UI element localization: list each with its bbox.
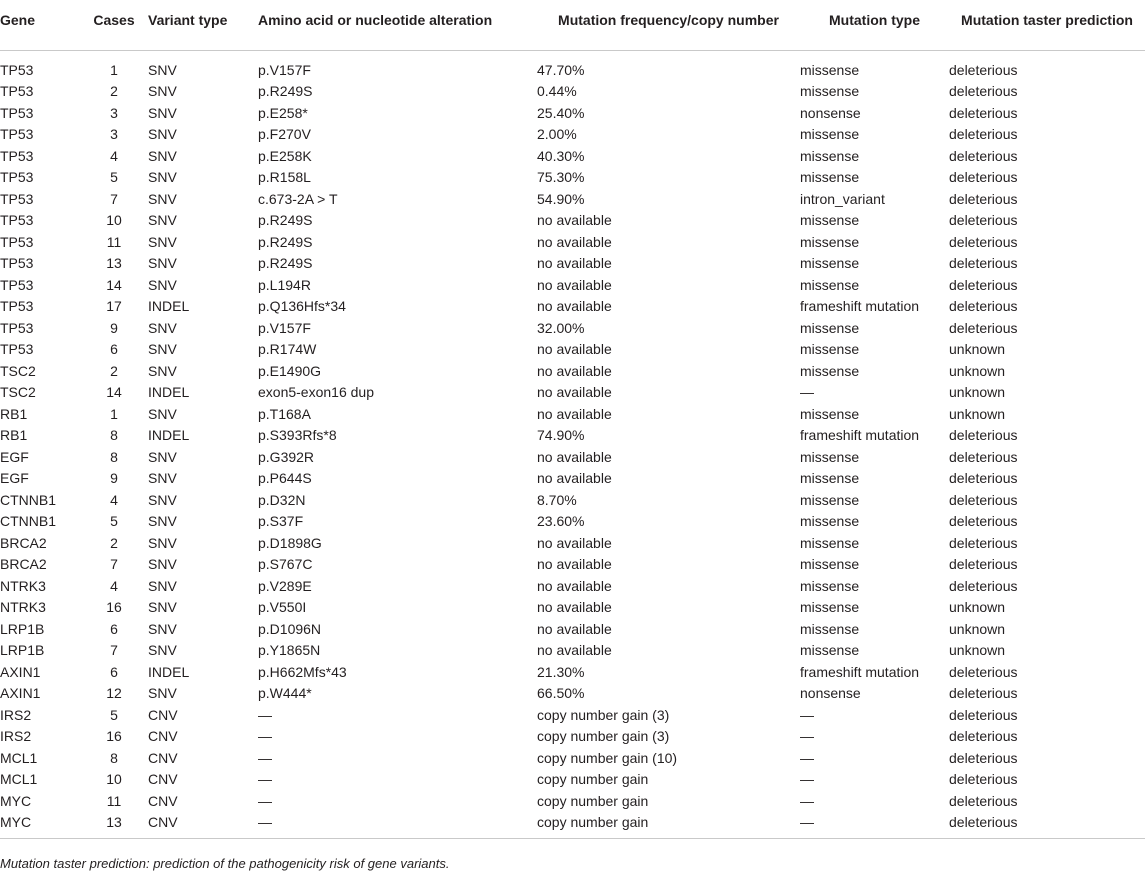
cell-variant-type: CNV <box>148 812 258 838</box>
table-row <box>0 662 1145 684</box>
cell-prediction: deleterious <box>949 556 1018 572</box>
cell-prediction: deleterious <box>949 749 1018 766</box>
cell-variant-type: SNV <box>148 577 177 594</box>
cell-prediction: deleterious <box>949 470 1018 486</box>
cell-cases: 5 <box>110 169 118 185</box>
cell-cases: 8 <box>110 448 118 465</box>
cell-variant-type: SNV <box>148 599 177 615</box>
cell-frequency: no available <box>537 362 612 379</box>
cell-frequency: 54.90% <box>537 190 585 207</box>
table-row <box>0 339 1145 361</box>
table-row <box>0 404 1145 426</box>
cell-frequency: 2.00% <box>537 126 577 142</box>
cell-variant-type: SNV <box>148 212 177 228</box>
cell-gene: RB1 <box>0 405 28 422</box>
cell-variant-type: SNV <box>148 341 177 357</box>
cell-cases: 6 <box>110 341 118 357</box>
table-row <box>0 81 1145 103</box>
cell-cases: 1 <box>110 405 118 422</box>
cell-prediction: deleterious <box>949 577 1018 594</box>
cell-mutation-type: — <box>800 706 814 723</box>
cell-prediction: deleterious <box>949 427 1018 443</box>
cell-cases: 8 <box>110 749 118 766</box>
cell-cases: 5 <box>110 706 118 723</box>
cell-mutation-type: missense <box>800 319 860 336</box>
cell-cases: 2 <box>110 362 118 379</box>
cell-gene: TP53 <box>0 126 34 142</box>
cell-gene: AXIN1 <box>0 663 41 680</box>
table-row <box>0 812 1145 838</box>
cell-frequency: no available <box>537 577 612 594</box>
cell-cases: 14 <box>106 276 122 293</box>
cell-gene: TP53 <box>0 61 34 78</box>
cell-frequency: no available <box>537 384 612 400</box>
cell-variant-type: SNV <box>148 362 177 379</box>
cell-alteration: — <box>258 749 272 766</box>
cell-prediction: deleterious <box>949 319 1018 336</box>
cell-variant-type: CNV <box>148 792 178 809</box>
cell-mutation-type: missense <box>800 83 860 99</box>
cell-cases: 6 <box>110 620 118 637</box>
cell-cases: 3 <box>110 104 118 121</box>
table-row <box>0 275 1145 297</box>
cell-gene: MYC <box>0 812 80 838</box>
table-row <box>0 447 1145 469</box>
cell-alteration: p.D32N <box>258 491 306 508</box>
cell-alteration: — <box>258 728 272 744</box>
cell-gene: CTNNB1 <box>0 513 57 529</box>
cell-mutation-type: missense <box>800 341 860 357</box>
cell-variant-type: SNV <box>148 276 177 293</box>
cell-prediction: deleterious <box>949 169 1018 185</box>
cell-variant-type: SNV <box>148 319 177 336</box>
cell-variant-type: SNV <box>148 642 177 658</box>
table-row <box>0 619 1145 641</box>
table-row <box>0 232 1145 254</box>
cell-variant-type: SNV <box>148 169 177 185</box>
header-gene: Gene <box>0 0 80 50</box>
cell-variant-type: SNV <box>148 620 177 637</box>
cell-cases: 9 <box>110 470 118 486</box>
cell-gene: NTRK3 <box>0 577 46 594</box>
cell-gene: LRP1B <box>0 642 45 658</box>
cell-frequency: no available <box>537 255 612 271</box>
cell-alteration: p.R249S <box>258 255 313 271</box>
cell-prediction: deleterious <box>949 685 1018 701</box>
cell-mutation-type: missense <box>800 169 860 185</box>
cell-frequency: copy number gain <box>537 812 800 838</box>
cell-cases: 4 <box>110 491 118 508</box>
cell-cases: 1 <box>110 61 118 78</box>
cell-alteration: p.G392R <box>258 448 315 465</box>
cell-variant-type: SNV <box>148 534 177 551</box>
cell-variant-type: SNV <box>148 491 177 508</box>
cell-alteration: p.W444* <box>258 685 312 701</box>
cell-prediction: unknown <box>949 405 1006 422</box>
cell-mutation-type: nonsense <box>800 685 861 701</box>
cell-mutation-type: frameshift mutation <box>800 427 920 443</box>
cell-frequency: no available <box>537 448 612 465</box>
cell-alteration: p.E258K <box>258 147 312 164</box>
cell-gene: TP53 <box>0 147 34 164</box>
cell-frequency: 74.90% <box>537 427 585 443</box>
cell-mutation-type: missense <box>800 534 860 551</box>
cell-variant-type: SNV <box>148 448 177 465</box>
cell-frequency: 25.40% <box>537 104 585 121</box>
cell-mutation-type: missense <box>800 276 860 293</box>
cell-mutation-type: intron_variant <box>800 190 885 207</box>
cell-alteration: p.S393Rfs*8 <box>258 427 337 443</box>
cell-mutation-type: missense <box>800 556 860 572</box>
cell-mutation-type: missense <box>800 61 860 78</box>
cell-frequency: copy number gain <box>537 771 649 787</box>
table-row <box>0 468 1145 490</box>
cell-frequency: no available <box>537 620 612 637</box>
table-row <box>0 382 1145 404</box>
cell-mutation-type: missense <box>800 362 860 379</box>
cell-variant-type: SNV <box>148 233 177 250</box>
header-mutation-type: Mutation type <box>800 0 949 50</box>
cell-cases: 12 <box>106 685 122 701</box>
cell-alteration: p.D1096N <box>258 620 322 637</box>
cell-gene: BRCA2 <box>0 534 47 551</box>
cell-alteration: — <box>258 812 537 838</box>
cell-variant-type: INDEL <box>148 298 190 314</box>
cell-cases: 7 <box>110 642 118 658</box>
cell-cases: 16 <box>106 728 122 744</box>
cell-prediction: deleterious <box>949 792 1018 809</box>
table-row <box>0 769 1145 791</box>
cell-variant-type: SNV <box>148 83 177 99</box>
cell-frequency: no available <box>537 405 612 422</box>
table-row <box>0 124 1145 146</box>
header-prediction: Mutation taster prediction <box>949 0 1145 50</box>
cell-frequency: no available <box>537 599 612 615</box>
table-row <box>0 103 1145 125</box>
cell-alteration: p.T168A <box>258 405 311 422</box>
cell-variant-type: SNV <box>148 255 177 271</box>
cell-frequency: no available <box>537 298 612 314</box>
cell-mutation-type: missense <box>800 620 860 637</box>
cell-gene: IRS2 <box>0 728 32 744</box>
table-row <box>0 210 1145 232</box>
table-row <box>0 597 1145 619</box>
cell-alteration: — <box>258 792 272 809</box>
cell-prediction: deleterious <box>949 663 1018 680</box>
cell-variant-type: SNV <box>148 190 177 207</box>
cell-gene: TP53 <box>0 83 34 99</box>
table-row <box>0 146 1145 168</box>
cell-mutation-type: — <box>800 728 814 744</box>
cell-mutation-type: — <box>800 749 814 766</box>
cell-frequency: 21.30% <box>537 663 585 680</box>
cell-mutation-type: frameshift mutation <box>800 298 920 314</box>
cell-gene: AXIN1 <box>0 685 41 701</box>
cell-alteration: p.L194R <box>258 276 311 293</box>
table-row <box>0 167 1145 189</box>
cell-frequency: 8.70% <box>537 491 577 508</box>
cell-variant-type: CNV <box>148 706 178 723</box>
cell-prediction: deleterious <box>949 513 1018 529</box>
table-header <box>0 0 1145 50</box>
cell-prediction: deleterious <box>949 812 1145 838</box>
header-variant-type: Variant type <box>148 0 258 50</box>
table-row <box>0 189 1145 211</box>
cell-mutation-type: missense <box>800 147 860 164</box>
cell-prediction: deleterious <box>949 298 1018 314</box>
cell-mutation-type: missense <box>800 513 860 529</box>
cell-frequency: no available <box>537 556 612 572</box>
cell-prediction: deleterious <box>949 706 1018 723</box>
cell-prediction: deleterious <box>949 491 1018 508</box>
cell-gene: CTNNB1 <box>0 491 57 508</box>
cell-gene: MYC <box>0 792 32 809</box>
cell-frequency: copy number gain (3) <box>537 706 670 723</box>
cell-alteration: — <box>258 706 272 723</box>
cell-cases: 9 <box>110 319 118 336</box>
cell-prediction: deleterious <box>949 212 1018 228</box>
cell-frequency: no available <box>537 534 612 551</box>
cell-gene: EGF <box>0 448 29 465</box>
cell-mutation-type: missense <box>800 255 860 271</box>
cell-mutation-type: — <box>800 792 814 809</box>
cell-cases: 14 <box>106 384 122 400</box>
cell-frequency: 0.44% <box>537 83 577 99</box>
cell-variant-type: INDEL <box>148 384 190 400</box>
cell-alteration: p.S37F <box>258 513 304 529</box>
cell-alteration: p.E1490G <box>258 362 322 379</box>
cell-alteration: — <box>258 771 272 787</box>
cell-mutation-type: — <box>800 384 814 400</box>
cell-alteration: p.V157F <box>258 319 311 336</box>
cell-frequency: no available <box>537 233 612 250</box>
cell-variant-type: SNV <box>148 61 177 78</box>
cell-variant-type: SNV <box>148 556 177 572</box>
table-row <box>0 60 1145 82</box>
cell-frequency: no available <box>537 470 612 486</box>
cell-frequency: copy number gain <box>537 792 649 809</box>
cell-alteration: p.R249S <box>258 233 313 250</box>
table-row <box>0 705 1145 727</box>
cell-mutation-type: missense <box>800 599 860 615</box>
cell-cases: 4 <box>110 147 118 164</box>
cell-frequency: no available <box>537 642 612 658</box>
cell-prediction: unknown <box>949 620 1006 637</box>
cell-alteration: p.P644S <box>258 470 312 486</box>
cell-mutation-type: nonsense <box>800 104 861 121</box>
cell-alteration: c.673-2A > T <box>258 190 338 207</box>
cell-alteration: p.V550I <box>258 599 307 615</box>
cell-frequency: copy number gain (10) <box>537 749 678 766</box>
table-row <box>0 533 1145 555</box>
cell-prediction: deleterious <box>949 104 1018 121</box>
cell-alteration: exon5-exon16 dup <box>258 384 374 400</box>
cell-alteration: p.Y1865N <box>258 642 321 658</box>
cell-mutation-type: missense <box>800 126 860 142</box>
cell-frequency: no available <box>537 341 612 357</box>
cell-alteration: p.S767C <box>258 556 313 572</box>
cell-gene: TP53 <box>0 169 34 185</box>
cell-prediction: unknown <box>949 599 1006 615</box>
table-row <box>0 791 1145 813</box>
table-row <box>0 425 1145 447</box>
table-row <box>0 726 1145 748</box>
cell-variant-type: CNV <box>148 749 178 766</box>
cell-mutation-type: missense <box>800 448 860 465</box>
cell-cases: 2 <box>110 83 118 99</box>
cell-variant-type: CNV <box>148 771 178 787</box>
cell-prediction: deleterious <box>949 126 1018 142</box>
table-row <box>0 640 1145 662</box>
cell-gene: TP53 <box>0 255 34 271</box>
cell-gene: MCL1 <box>0 749 38 766</box>
cell-cases: 10 <box>106 212 122 228</box>
cell-frequency: 47.70% <box>537 61 585 78</box>
cell-prediction: deleterious <box>949 771 1018 787</box>
cell-gene: EGF <box>0 470 29 486</box>
cell-alteration: p.R249S <box>258 83 313 99</box>
cell-mutation-type: missense <box>800 491 860 508</box>
cell-alteration: p.V157F <box>258 61 311 78</box>
cell-mutation-type: missense <box>800 212 860 228</box>
cell-cases: 5 <box>110 513 118 529</box>
cell-gene: TSC2 <box>0 362 36 379</box>
table-row <box>0 490 1145 512</box>
cell-variant-type: SNV <box>148 126 177 142</box>
cell-cases: 7 <box>110 190 118 207</box>
cell-mutation-type: frameshift mutation <box>800 663 920 680</box>
cell-gene: TP53 <box>0 341 34 357</box>
cell-prediction: deleterious <box>949 147 1018 164</box>
cell-frequency: 40.30% <box>537 147 585 164</box>
cell-gene: TP53 <box>0 319 34 336</box>
header-frequency: Mutation frequency/copy number <box>537 0 800 50</box>
table-row <box>0 253 1145 275</box>
cell-prediction: deleterious <box>949 255 1018 271</box>
cell-prediction: unknown <box>949 341 1006 357</box>
cell-prediction: deleterious <box>949 61 1018 78</box>
cell-prediction: unknown <box>949 384 1006 400</box>
cell-cases: 10 <box>106 771 122 787</box>
cell-mutation-type: missense <box>800 233 860 250</box>
cell-frequency: no available <box>537 276 612 293</box>
cell-gene: TP53 <box>0 233 34 250</box>
cell-mutation-type: missense <box>800 642 860 658</box>
cell-cases: 8 <box>110 427 118 443</box>
cell-mutation-type: missense <box>800 577 860 594</box>
cell-cases: 13 <box>80 812 148 838</box>
cell-alteration: p.D1898G <box>258 534 322 551</box>
cell-prediction: deleterious <box>949 190 1018 207</box>
cell-gene: TP53 <box>0 190 34 207</box>
cell-variant-type: SNV <box>148 470 177 486</box>
cell-cases: 7 <box>110 556 118 572</box>
cell-alteration: p.R174W <box>258 341 317 357</box>
cell-alteration: p.R249S <box>258 212 313 228</box>
cell-cases: 16 <box>106 599 122 615</box>
cell-mutation-type: missense <box>800 405 860 422</box>
table-footnote: Mutation taster prediction: prediction of the pathogenicity risk of gene variants. <box>0 856 450 871</box>
cell-variant-type: SNV <box>148 104 177 121</box>
cell-prediction: deleterious <box>949 83 1018 99</box>
header-alteration: Amino acid or nucleotide alteration <box>258 0 537 50</box>
cell-frequency: 23.60% <box>537 513 585 529</box>
cell-variant-type: SNV <box>148 405 177 422</box>
cell-alteration: p.V289E <box>258 577 312 594</box>
cell-variant-type: SNV <box>148 685 177 701</box>
cell-cases: 3 <box>110 126 118 142</box>
table-row <box>0 554 1145 576</box>
cell-gene: TSC2 <box>0 384 36 400</box>
table-row <box>0 318 1145 340</box>
table-body <box>0 50 1145 838</box>
cell-variant-type: SNV <box>148 513 177 529</box>
cell-gene: NTRK3 <box>0 599 46 615</box>
table-row <box>0 511 1145 533</box>
cell-frequency: 32.00% <box>537 319 585 336</box>
table-row <box>0 296 1145 318</box>
cell-frequency: copy number gain (3) <box>537 728 670 744</box>
cell-gene: TP53 <box>0 298 34 314</box>
cell-variant-type: CNV <box>148 728 178 744</box>
cell-cases: 4 <box>110 577 118 594</box>
table-row <box>0 361 1145 383</box>
cell-gene: MCL1 <box>0 771 38 787</box>
cell-variant-type: INDEL <box>148 663 190 680</box>
cell-gene: TP53 <box>0 104 34 121</box>
cell-mutation-type: — <box>800 771 814 787</box>
cell-alteration: p.H662Mfs*43 <box>258 663 347 680</box>
cell-frequency: 66.50% <box>537 685 585 701</box>
cell-mutation-type: — <box>800 812 949 838</box>
cell-alteration: p.F270V <box>258 126 311 142</box>
cell-gene: TP53 <box>0 276 34 293</box>
cell-cases: 17 <box>106 298 122 314</box>
header-cases: Cases <box>80 0 148 50</box>
cell-cases: 13 <box>106 255 122 271</box>
cell-prediction: deleterious <box>949 233 1018 250</box>
cell-cases: 11 <box>106 792 122 809</box>
table-row <box>0 748 1145 770</box>
cell-cases: 6 <box>110 663 118 680</box>
table-row <box>0 683 1145 705</box>
cell-gene: BRCA2 <box>0 556 47 572</box>
cell-alteration: p.R158L <box>258 169 311 185</box>
cell-cases: 11 <box>106 233 122 250</box>
cell-prediction: deleterious <box>949 276 1018 293</box>
cell-mutation-type: missense <box>800 470 860 486</box>
cell-alteration: p.Q136Hfs*34 <box>258 298 346 314</box>
cell-variant-type: INDEL <box>148 427 190 443</box>
cell-gene: LRP1B <box>0 620 45 637</box>
cell-prediction: unknown <box>949 362 1006 379</box>
cell-prediction: unknown <box>949 642 1006 658</box>
cell-frequency: 75.30% <box>537 169 585 185</box>
cell-alteration: p.E258* <box>258 104 308 121</box>
cell-frequency: no available <box>537 212 612 228</box>
cell-prediction: deleterious <box>949 728 1018 744</box>
cell-prediction: deleterious <box>949 534 1018 551</box>
cell-gene: RB1 <box>0 427 28 443</box>
cell-gene: TP53 <box>0 212 34 228</box>
cell-cases: 2 <box>110 534 118 551</box>
cell-variant-type: SNV <box>148 147 177 164</box>
cell-gene: IRS2 <box>0 706 32 723</box>
cell-prediction: deleterious <box>949 448 1018 465</box>
table-row <box>0 576 1145 598</box>
